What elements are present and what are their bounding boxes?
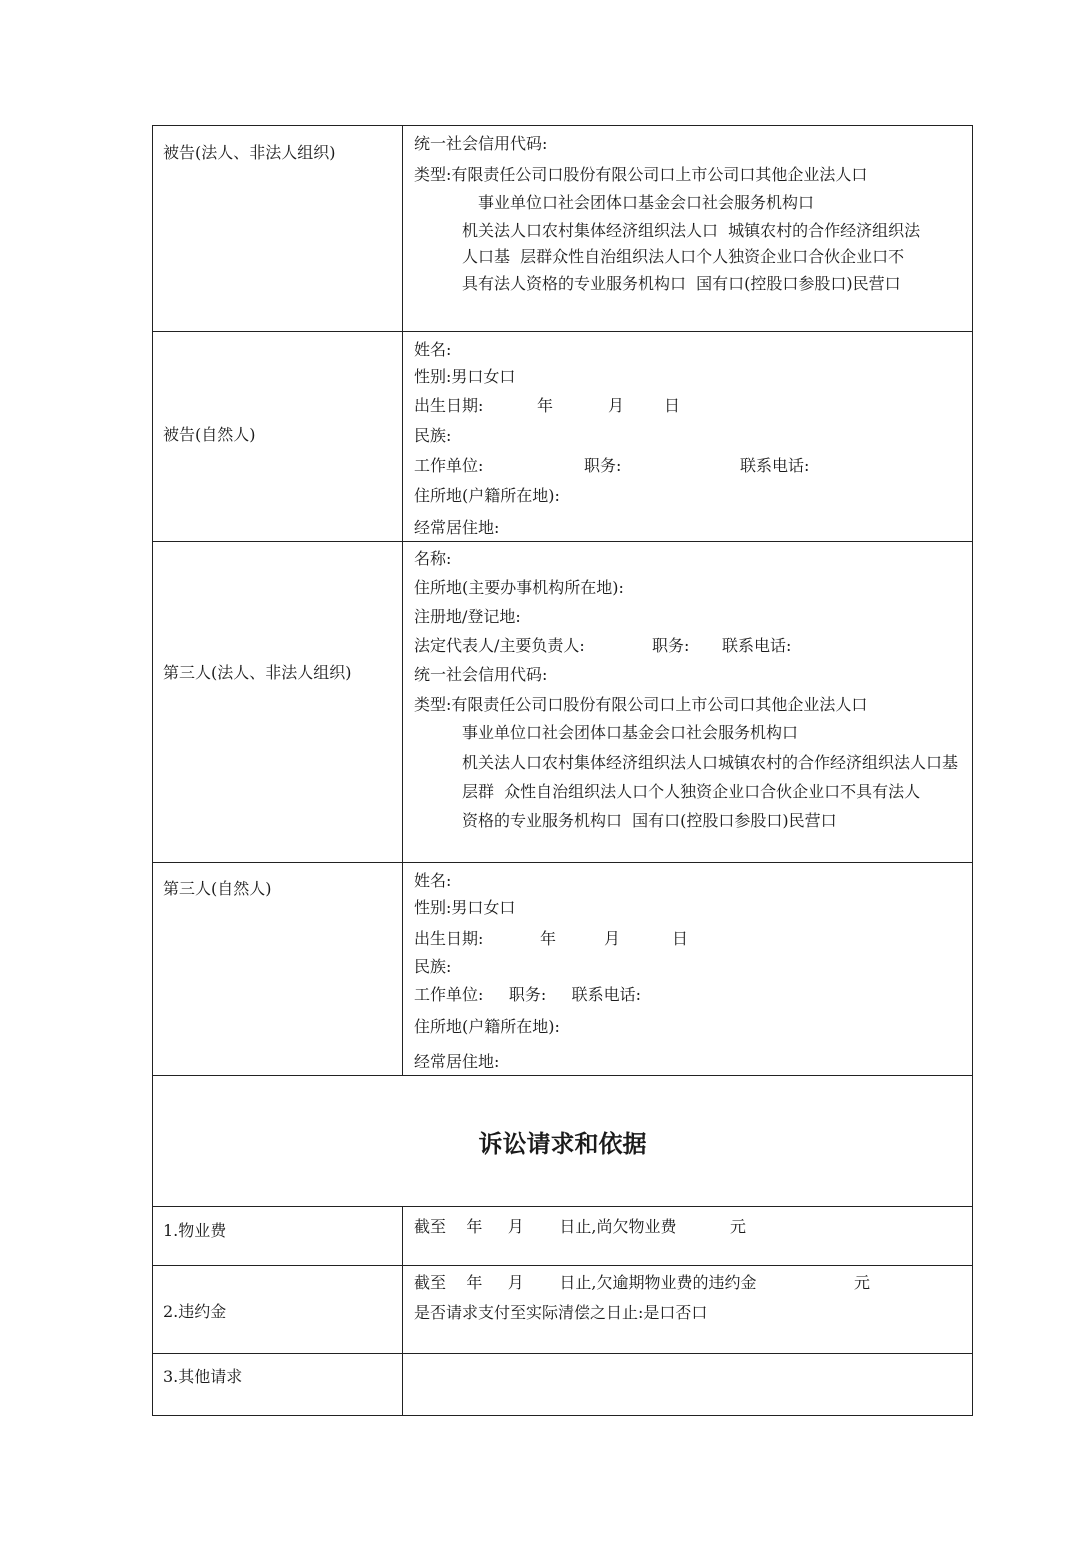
claim-label-property-fee: 1.物业费 [163,1221,227,1240]
phone-field: 联系电话: [740,456,810,475]
table-border-left [152,125,153,1416]
domicile-field: 住所地(主要办事机构所在地): [414,578,624,597]
row-divider [152,541,973,542]
type-line: 资格的专业服务机构口 国有口(控股口参股口)民营口 [462,811,837,830]
position-field: 职务: [652,636,690,655]
birth-date-field: 出生日期: [414,396,484,415]
claim-text-penalty: 截至 年 月 日止,欠逾期物业费的违约金 [414,1273,757,1292]
row-divider [152,1265,973,1266]
day-label: 日 [664,396,681,415]
credit-code-field: 统一社会信用代码: [414,134,548,153]
ethnicity-field: 民族: [414,957,452,976]
position-field: 职务: [584,456,622,475]
claim-label-other: 3.其他请求 [163,1367,243,1386]
credit-code-field: 统一社会信用代码: [414,665,548,684]
claim-text-penalty-option: 是否请求支付至实际清偿之日止:是口否口 [414,1303,708,1322]
row-divider [152,331,973,332]
claim-label-penalty: 2.违约金 [163,1302,227,1321]
table-border-top [152,125,973,126]
table-border-bottom [152,1415,973,1416]
org-name-field: 名称: [414,549,452,568]
gender-field: 性别:男口女口 [414,367,516,386]
month-label: 月 [608,396,625,415]
defendant-person-label: 被告(自然人) [163,425,256,444]
gender-field: 性别:男口女口 [414,898,516,917]
type-line: 事业单位口社会团体口基金会口社会服务机构口 [462,723,799,742]
type-line: 人口基 层群众性自治组织法人口个人独资企业口合伙企业口不 [462,247,905,266]
type-line: 机关法人口农村集体经济组织法人口 城镇农村的合作经济组织法 [462,221,921,240]
day-label: 日 [672,929,689,948]
work-unit-field: 工作单位: [414,456,484,475]
type-line: 类型:有限责任公司口股份有限公司口上市公司口其他企业法人口 [414,695,868,714]
claim-text-property-fee: 截至 年 月 日止,尚欠物业费 [414,1217,677,1236]
column-divider [402,125,403,1076]
third-party-org-label: 第三人(法人、非法人组织) [163,663,352,682]
row-divider [152,862,973,863]
year-label: 年 [537,396,554,415]
column-divider [402,1206,403,1416]
row-divider [152,1206,973,1207]
section-title: 诉讼请求和依据 [478,1130,647,1158]
type-line: 事业单位口社会团体口基金会口社会服务机构口 [478,193,815,212]
month-label: 月 [604,929,621,948]
year-label: 年 [540,929,557,948]
residence-field: 经常居住地: [414,1052,500,1071]
ethnicity-field: 民族: [414,426,452,445]
unit-yuan: 元 [730,1217,747,1236]
name-field: 姓名: [414,871,452,890]
row-divider [152,1353,973,1354]
work-unit-line: 工作单位: 职务: 联系电话: [414,985,642,1004]
type-line: 机关法人口农村集体经济组织法人口城镇农村的合作经济组织法人口基 [462,753,959,772]
registration-field: 注册地/登记地: [414,607,521,626]
representative-field: 法定代表人/主要负责人: [414,636,585,655]
birth-date-field: 出生日期: [414,929,484,948]
phone-field: 联系电话: [722,636,792,655]
domicile-field: 住所地(户籍所在地): [414,486,560,505]
type-line: 层群 众性自治组织法人口个人独资企业口合伙企业口不具有法人 [462,782,921,801]
row-divider [152,1075,973,1076]
domicile-field: 住所地(户籍所在地): [414,1017,560,1036]
complaint-form-table [152,125,973,1416]
table-border-right [972,125,973,1416]
type-line: 具有法人资格的专业服务机构口 国有口(控股口参股口)民营口 [462,274,901,293]
name-field: 姓名: [414,340,452,359]
type-line: 类型:有限责任公司口股份有限公司口上市公司口其他企业法人口 [414,165,868,184]
defendant-org-label: 被告(法人、非法人组织) [163,143,336,162]
residence-field: 经常居住地: [414,518,500,537]
third-party-person-label: 第三人(自然人) [163,879,272,898]
unit-yuan: 元 [854,1273,871,1292]
